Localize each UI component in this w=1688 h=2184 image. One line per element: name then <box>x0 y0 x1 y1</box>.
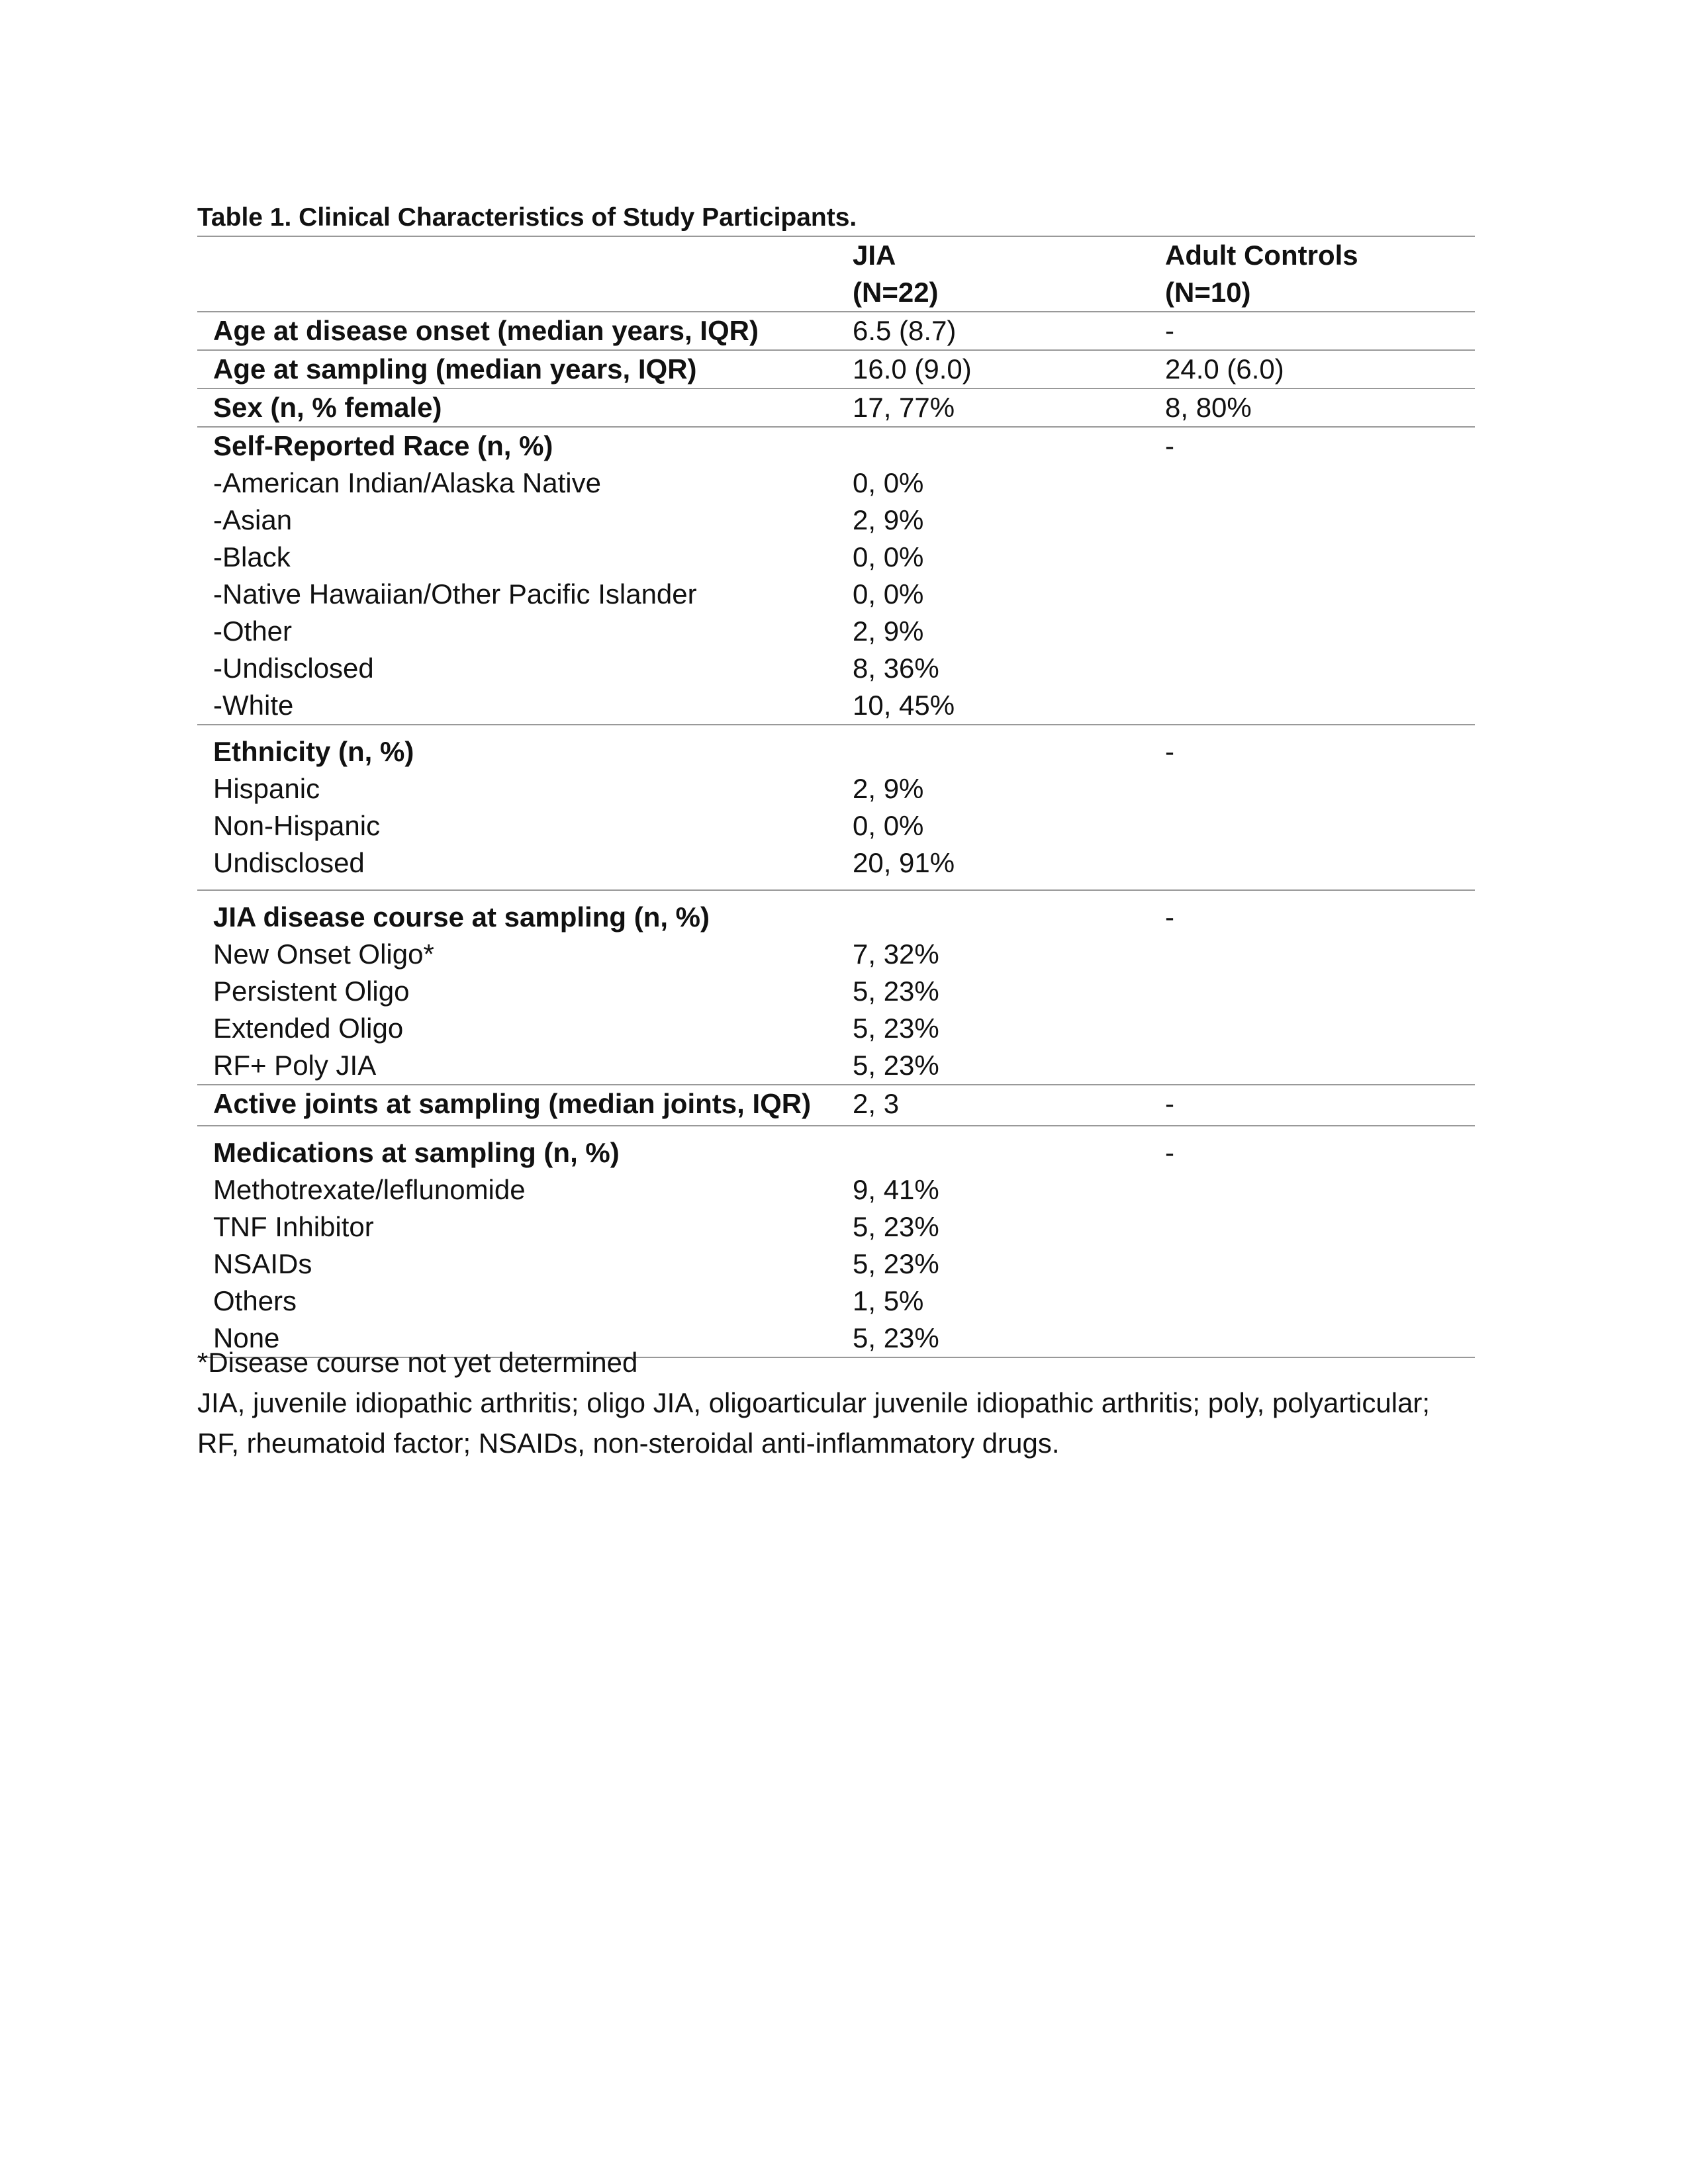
jia-value: 0, 0% <box>853 578 924 610</box>
table-row <box>197 539 1475 576</box>
table-row-group-heading <box>197 725 1475 770</box>
controls-value <box>1165 844 1475 890</box>
header-controls-line1: Adult Controls <box>1165 240 1358 271</box>
table-row-group-heading <box>197 890 1475 936</box>
row-label: Ethnicity (n, %) <box>213 736 414 767</box>
row-label: JIA disease course at sampling (n, %) <box>213 901 710 933</box>
table-row <box>197 1085 1475 1126</box>
table-row <box>197 1283 1475 1320</box>
header-empty-cell <box>197 236 853 312</box>
table-row <box>197 1208 1475 1246</box>
jia-value: 5, 23% <box>853 1047 1165 1085</box>
row-label: None <box>197 1320 853 1357</box>
jia-value: 0, 0% <box>853 810 924 841</box>
header-jia-line1: JIA <box>853 240 896 271</box>
controls-value: 24.0 (6.0) <box>1165 350 1475 388</box>
controls-value <box>1165 936 1475 973</box>
controls-value <box>1165 1208 1475 1246</box>
row-label: Self-Reported Race (n, %) <box>213 430 553 461</box>
jia-value: 1, 5% <box>853 1285 924 1316</box>
row-label: New Onset Oligo* <box>213 938 434 970</box>
controls-value <box>1165 770 1475 807</box>
row-label: -Native Hawaiian/Other Pacific Islander <box>213 578 697 610</box>
table-row <box>197 576 1475 613</box>
jia-value <box>853 427 1165 465</box>
controls-value <box>1165 1171 1475 1208</box>
table-row <box>197 1047 1475 1085</box>
table-row <box>197 312 1475 350</box>
header-jia <box>853 236 1165 312</box>
table-row <box>197 770 1475 807</box>
table-row <box>197 650 1475 687</box>
jia-value: 2, 9% <box>853 504 924 535</box>
table-row <box>197 1010 1475 1047</box>
footnote-abbreviations-line1: JIA, juvenile idiopathic arthritis; oligo JIA, oligoarticular juvenile idiopathic arthritis; poly, polyarticular; <box>197 1387 1430 1418</box>
table-row <box>197 687 1475 725</box>
jia-value: 10, 45% <box>853 687 1165 725</box>
footnote-abbreviations-line2: RF, rheumatoid factor; NSAIDs, non-steroidal anti-inflammatory drugs. <box>197 1428 1060 1459</box>
row-label: Persistent Oligo <box>213 976 410 1007</box>
row-label: Age at sampling (median years, IQR) <box>197 350 853 388</box>
table-caption: Table 1. Clinical Characteristics of Study Participants. <box>197 203 857 232</box>
table-row-group-heading <box>197 1126 1475 1171</box>
jia-value <box>853 1126 1165 1171</box>
jia-value <box>853 725 1165 770</box>
table-footnotes <box>197 1342 1495 1463</box>
controls-value <box>1165 1246 1475 1283</box>
row-label: Medications at sampling (n, %) <box>213 1137 620 1168</box>
row-label: -White <box>197 687 853 725</box>
controls-value: - <box>1165 1085 1475 1126</box>
header-controls-line2: (N=10) <box>1165 277 1251 308</box>
row-label: Methotrexate/leflunomide <box>213 1174 526 1205</box>
jia-value: 0, 0% <box>853 467 924 498</box>
jia-value: 0, 0% <box>853 541 924 572</box>
table-row <box>197 502 1475 539</box>
row-label: -Other <box>213 615 293 647</box>
controls-value: - <box>1165 901 1174 933</box>
table-row <box>197 936 1475 973</box>
table-row <box>197 613 1475 650</box>
table-row <box>197 465 1475 502</box>
row-label: Extended Oligo <box>213 1013 404 1044</box>
table-row-group-heading <box>197 427 1475 465</box>
jia-value: 2, 3 <box>853 1085 1165 1126</box>
row-label: -Asian <box>213 504 293 535</box>
clinical-characteristics-table <box>197 236 1475 1358</box>
controls-value <box>1165 687 1475 725</box>
header-controls <box>1165 236 1475 312</box>
controls-value <box>1165 1010 1475 1047</box>
jia-value <box>853 890 1165 936</box>
controls-value <box>1165 973 1475 1010</box>
jia-value: 8, 36% <box>853 653 939 684</box>
jia-value: 5, 23% <box>853 976 939 1007</box>
jia-value: 5, 23% <box>853 1013 939 1044</box>
jia-value: 20, 91% <box>853 844 1165 890</box>
table-header-row <box>197 236 1475 312</box>
controls-value <box>1165 650 1475 687</box>
row-label: Active joints at sampling (median joints, IQR) <box>197 1085 853 1126</box>
row-label: TNF Inhibitor <box>213 1211 374 1242</box>
controls-value <box>1165 613 1475 650</box>
controls-value <box>1165 465 1475 502</box>
table-row <box>197 973 1475 1010</box>
controls-value: - <box>1165 736 1174 767</box>
controls-value <box>1165 576 1475 613</box>
controls-value <box>1165 1047 1475 1085</box>
header-jia-line2: (N=22) <box>853 277 939 308</box>
controls-value: - <box>1165 1137 1174 1168</box>
row-label: -American Indian/Alaska Native <box>213 467 601 498</box>
jia-value: 2, 9% <box>853 615 924 647</box>
row-label: NSAIDs <box>213 1248 312 1279</box>
row-label: -Black <box>213 541 291 572</box>
row-label: -Undisclosed <box>213 653 374 684</box>
row-label: Age at disease onset (median years, IQR) <box>197 312 853 350</box>
table-row <box>197 807 1475 844</box>
table-row <box>197 350 1475 388</box>
jia-value: 7, 32% <box>853 938 939 970</box>
footnote-asterisk: *Disease course not yet determined <box>197 1347 638 1378</box>
table-row <box>197 388 1475 427</box>
jia-value: 6.5 (8.7) <box>853 312 1165 350</box>
jia-value: 5, 23% <box>853 1248 939 1279</box>
table-row <box>197 1246 1475 1283</box>
row-label: Non-Hispanic <box>213 810 381 841</box>
jia-value: 9, 41% <box>853 1174 939 1205</box>
row-label: Hispanic <box>213 773 320 804</box>
jia-value: 16.0 (9.0) <box>853 350 1165 388</box>
controls-value <box>1165 1283 1475 1320</box>
controls-value <box>1165 539 1475 576</box>
controls-value: - <box>1165 312 1475 350</box>
controls-value <box>1165 502 1475 539</box>
controls-value: 8, 80% <box>1165 388 1475 427</box>
jia-value: 5, 23% <box>853 1320 1165 1357</box>
jia-value: 2, 9% <box>853 773 924 804</box>
jia-value: 17, 77% <box>853 388 1165 427</box>
row-label: Others <box>213 1285 297 1316</box>
controls-value: - <box>1165 430 1174 461</box>
row-label: RF+ Poly JIA <box>197 1047 853 1085</box>
table-row <box>197 1171 1475 1208</box>
table-row <box>197 844 1475 890</box>
controls-value <box>1165 807 1475 844</box>
row-label: Sex (n, % female) <box>197 388 853 427</box>
row-label: Undisclosed <box>197 844 853 890</box>
jia-value: 5, 23% <box>853 1211 939 1242</box>
